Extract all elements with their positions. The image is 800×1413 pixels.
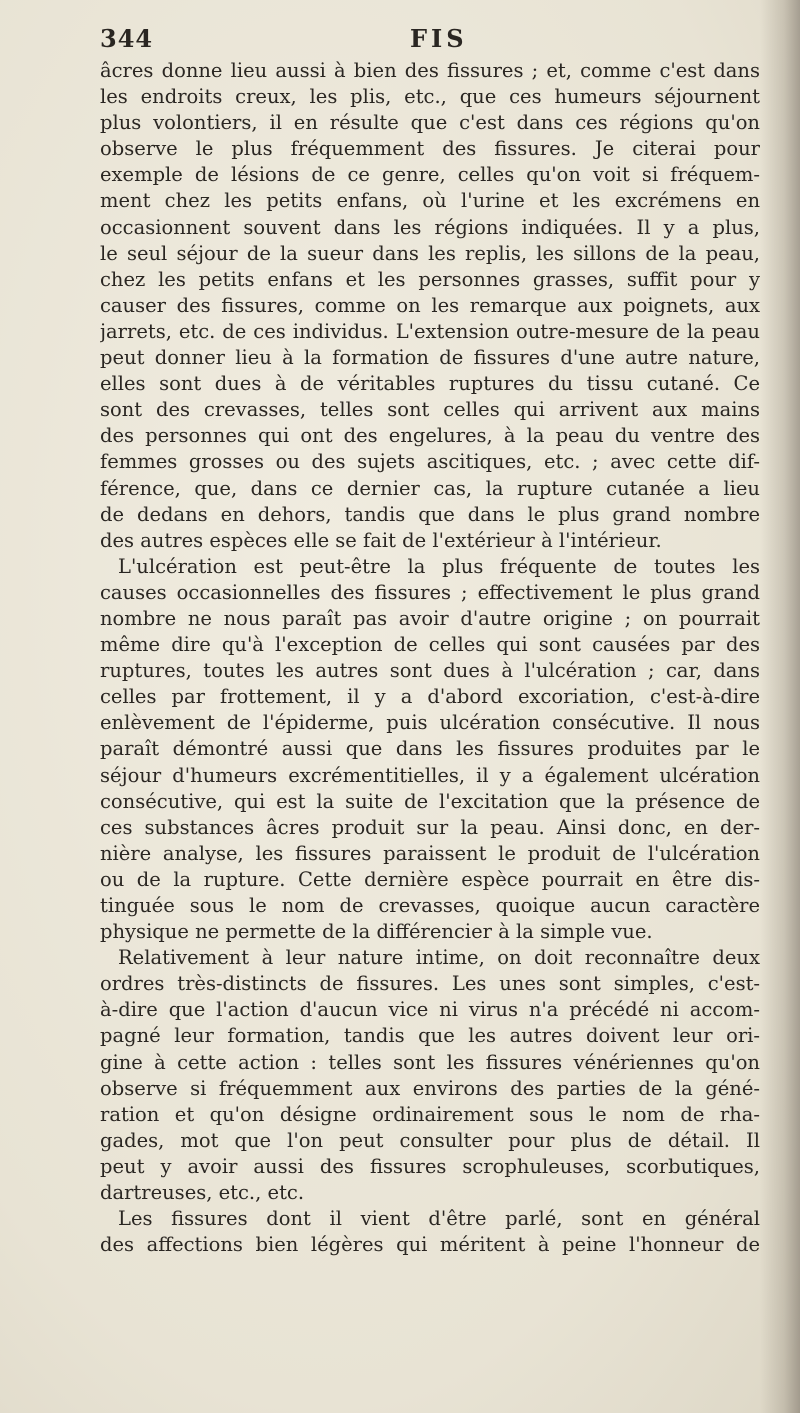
text-line: chez les petits enfans et les personnes grasses, suffit pour y: [100, 267, 760, 291]
text-line: jarrets, etc. de ces individus. L'extension outre-mesure de la peau: [100, 319, 760, 343]
text-line: des affections bien légères qui méritent à peine l'honneur de: [100, 1233, 760, 1257]
text-line: sont des crevasses, telles sont celles qui arrivent aux mains: [100, 398, 760, 422]
text-line: férence, que, dans ce dernier cas, la rupture cutanée a lieu: [100, 476, 760, 500]
text-line: ou de la rupture. Cette dernière espèce pourrait en être dis-: [100, 867, 760, 891]
text-line: occasionnent souvent dans les régions indiquées. Il y a plus,: [100, 215, 760, 239]
page-number: 344: [100, 24, 154, 53]
text-line: séjour d'humeurs excrémentitielles, il y a également ulcération: [100, 763, 760, 787]
text-line: exemple de lésions de ce genre, celles qu'on voit si fréquem-: [100, 163, 760, 187]
text-line: Les fissures dont il vient d'être parlé, sont en général: [118, 1207, 760, 1231]
text-line: observe le plus fréquemment des fissures. Je citerai pour: [100, 137, 760, 161]
text-line: ordres très-distincts de fissures. Les unes sont simples, c'est-: [100, 972, 760, 996]
text-line: le seul séjour de la sueur dans les replis, les sillons de la peau,: [100, 241, 760, 265]
text-line: de dedans en dehors, tandis que dans le plus grand nombre: [100, 502, 760, 526]
text-line: des autres espèces elle se fait de l'extérieur à l'intérieur.: [100, 528, 662, 552]
text-line: femmes grosses ou des sujets ascitiques, etc. ; avec cette dif-: [100, 450, 760, 474]
text-line: tinguée sous le nom de crevasses, quoique aucun caractère: [100, 894, 760, 917]
text-line: enlèvement de l'épiderme, puis ulcération consécutive. Il nous: [100, 711, 760, 735]
text-line: ruptures, toutes les autres sont dues à l'ulcération ; car, dans: [100, 659, 760, 683]
body-text: [100, 58, 760, 1258]
text-line: L'ulcération est peut-être la plus fréquente de toutes les: [118, 554, 760, 578]
page-header: [100, 24, 760, 54]
text-line: nombre ne nous paraît pas avoir d'autre origine ; on pourrait: [100, 606, 760, 630]
text-line: plus volontiers, il en résulte que c'est dans ces régions qu'on: [100, 111, 760, 135]
text-line: Relativement à leur nature intime, on doit reconnaître deux: [118, 946, 760, 970]
text-line: âcres donne lieu aussi à bien des fissures ; et, comme c'est dans: [100, 59, 760, 82]
text-line: peut y avoir aussi des fissures scrophuleuses, scorbutiques,: [100, 1154, 760, 1178]
text-line: même dire qu'à l'exception de celles qui sont causées par des: [100, 633, 760, 657]
text-line: physique ne permette de la différencier à la simple vue.: [100, 920, 653, 944]
text-line: ment chez les petits enfans, où l'urine et les excrémens en: [100, 189, 760, 213]
text-line: des personnes qui ont des engelures, à la peau du ventre des: [100, 424, 760, 448]
text-line: causes occasionnelles des fissures ; effectivement le plus grand: [100, 580, 760, 604]
text-line: pagné leur formation, tandis que les autres doivent leur ori-: [100, 1024, 760, 1048]
page-edge-shadow: [760, 0, 800, 1413]
text-line: paraît démontré aussi que dans les fissures produites par le: [100, 737, 760, 761]
text-line: ration et qu'on désigne ordinairement sous le nom de rha-: [100, 1102, 760, 1126]
text-line: ces substances âcres produit sur la peau. Ainsi donc, en der-: [100, 815, 760, 839]
text-line: à-dire que l'action d'aucun vice ni virus n'a précédé ni accom-: [100, 998, 760, 1022]
text-line: les endroits creux, les plis, etc., que ces humeurs séjournent: [100, 85, 760, 109]
text-line: peut donner lieu à la formation de fissures d'une autre nature,: [100, 346, 760, 370]
text-line: celles par frottement, il y a d'abord excoriation, c'est-à-dire: [100, 685, 760, 709]
running-title: FIS: [410, 24, 468, 53]
text-line: consécutive, qui est la suite de l'excitation que la présence de: [100, 789, 760, 813]
text-line: nière analyse, les fissures paraissent le produit de l'ulcération: [100, 841, 760, 865]
text-line: causer des fissures, comme on les remarque aux poignets, aux: [100, 293, 760, 317]
text-line: elles sont dues à de véritables ruptures du tissu cutané. Ce: [100, 372, 760, 396]
text-line: observe si fréquemment aux environs des parties de la géné-: [100, 1076, 760, 1100]
text-line: gine à cette action : telles sont les fissures vénériennes qu'on: [100, 1050, 760, 1074]
text-line: dartreuses, etc., etc.: [100, 1181, 305, 1205]
text-line: gades, mot que l'on peut consulter pour plus de détail. Il: [100, 1128, 760, 1152]
